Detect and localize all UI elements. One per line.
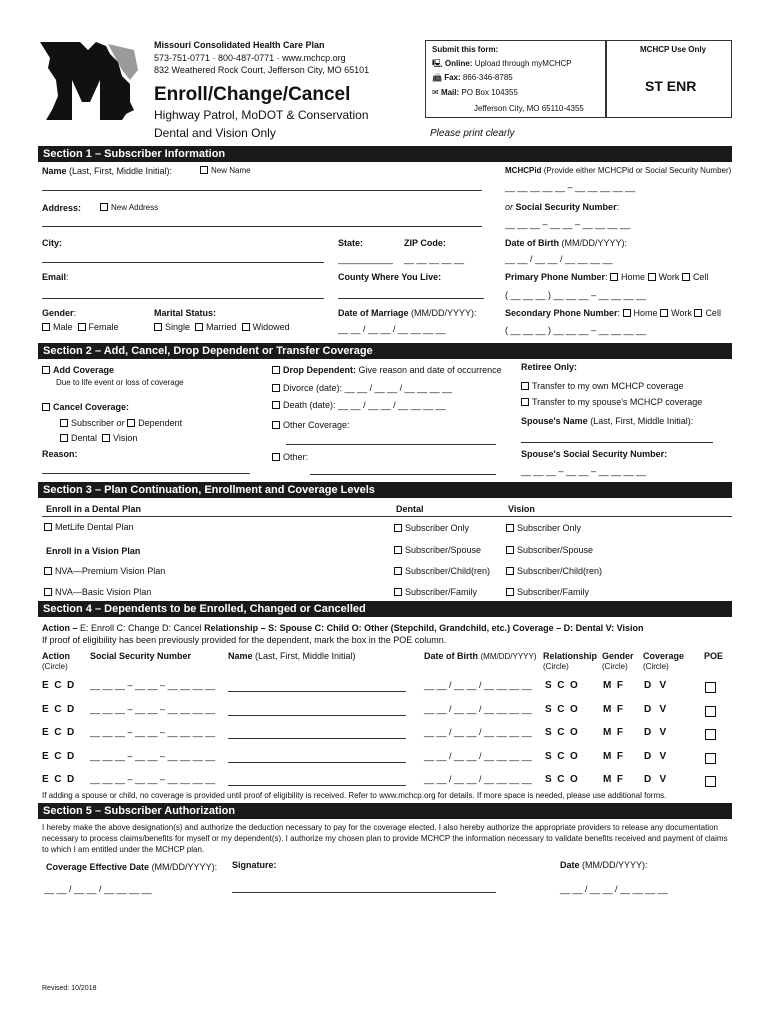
row-coverage-options[interactable]: D V [644, 750, 667, 762]
male-checkbox[interactable] [42, 323, 50, 331]
fax-icon: 📠 [432, 73, 442, 82]
col-coverage-circle: (Circle) [643, 662, 669, 671]
county-label: County Where You Live: [338, 272, 442, 282]
mchcpid-label: MCHCPid (Provide either MCHCPid or Social Security Number) [505, 166, 732, 175]
effective-date-label: Coverage Effective Date (MM/DD/YYYY): [46, 862, 218, 872]
org-address: 832 Weathered Rock Court, Jefferson City, MO 65101 [154, 65, 370, 75]
primary-phone-label: Primary Phone Number: Home Work Cell [505, 272, 709, 282]
row-name-field[interactable] [228, 715, 406, 716]
name-field[interactable] [42, 190, 482, 191]
row-dob-field[interactable]: __ __ / __ __ / __ __ __ __ [424, 703, 532, 714]
section-2-header: Section 2 – Add, Cancel, Drop Dependent or Transfer Coverage [38, 343, 732, 359]
spouse-ssn-field[interactable]: __ __ __ – __ __ – __ __ __ __ [521, 466, 647, 476]
envelope-icon: ✉ [432, 88, 439, 97]
col-name: Name (Last, First, Middle Initial) [228, 651, 356, 661]
email-field[interactable] [42, 298, 324, 299]
dob-label: Date of Birth (MM/DD/YYYY): [505, 238, 628, 248]
contact-phones: 573-751-0771 · 800-487-0771 · www.mchcp.org [154, 53, 346, 63]
col-action: Action [42, 651, 70, 661]
row-relationship-options[interactable]: S C O [545, 727, 578, 738]
reason-label: Reason: [42, 449, 78, 459]
revision-date: Revised: 10/2018 [42, 985, 97, 992]
mchcp-logo [38, 40, 148, 122]
row-dob-field[interactable]: __ __ / __ __ / __ __ __ __ [424, 727, 532, 737]
date-label: Date (MM/DD/YYYY): [560, 860, 648, 870]
vision-level-subscriber-children[interactable]: Subscriber/Child(ren) [506, 566, 602, 576]
vision-column-heading: Vision [508, 504, 535, 514]
effective-date-field[interactable]: __ __ / __ __ / __ __ __ __ [44, 884, 152, 894]
secondary-phone-label: Secondary Phone Number: Home Work Cell [505, 308, 721, 318]
enroll-vision-heading: Enroll in a Vision Plan [46, 546, 141, 556]
single-checkbox[interactable] [154, 323, 162, 331]
row-name-field[interactable] [228, 738, 406, 739]
signature-field[interactable] [232, 892, 496, 893]
secondary-work-checkbox[interactable] [660, 309, 668, 317]
gender-options: Male Female [42, 322, 119, 332]
col-relationship: Relationship [543, 651, 598, 661]
row-name-field[interactable] [228, 762, 406, 763]
death-checkbox[interactable]: Death (date): __ __ / __ __ / __ __ __ __ [272, 400, 446, 410]
add-coverage-checkbox[interactable]: Add Coverage [42, 365, 114, 375]
vision-level-subscriber-family[interactable]: Subscriber/Family [506, 587, 589, 597]
cancel-vision-checkbox[interactable] [102, 434, 110, 442]
col-gender-circle: (Circle) [602, 662, 628, 671]
col-gender: Gender [602, 651, 634, 661]
row-coverage-options[interactable]: D V [644, 727, 667, 738]
row-action-options[interactable]: E C D [42, 727, 75, 738]
zip-field[interactable]: __ __ __ __ __ [404, 254, 465, 264]
married-checkbox[interactable] [195, 323, 203, 331]
ssn-label: or Social Security Number: [505, 202, 620, 212]
col-action-circle: (Circle) [42, 662, 68, 671]
row-coverage-options[interactable]: D V [644, 680, 667, 691]
submit-title: Submit this form: [432, 45, 499, 54]
city-field[interactable] [42, 262, 324, 263]
cancel-who-options: Subscriber or Dependent [60, 418, 182, 428]
marital-options: Single Married Widowed [154, 322, 290, 332]
enroll-dental-heading: Enroll in a Dental Plan [46, 504, 142, 514]
cancel-dependent-checkbox[interactable] [127, 419, 135, 427]
col-coverage: Coverage [643, 651, 685, 661]
office-use-label: MCHCP Use Only [640, 45, 707, 54]
row-relationship-options[interactable]: S C O [545, 750, 578, 762]
subtitle-agencies: Highway Patrol, MoDOT & Conservation [154, 108, 369, 122]
row-name-field[interactable] [228, 691, 406, 692]
nva-basic-checkbox[interactable]: NVA—Basic Vision Plan [44, 587, 151, 597]
other-checkbox[interactable]: Other: [272, 452, 308, 462]
primary-phone-field[interactable]: ( __ __ __ ) __ __ __ – __ __ __ __ [505, 290, 647, 300]
row-poe-checkbox[interactable] [705, 706, 716, 717]
dental-level-subscriber-only[interactable]: Subscriber Only [394, 523, 469, 533]
row-gender-options[interactable]: M F [603, 680, 623, 691]
row-gender-options[interactable]: M F [603, 774, 623, 785]
vision-level-subscriber-only[interactable]: Subscriber Only [506, 523, 581, 533]
section-1-header: Section 1 – Subscriber Information [38, 146, 732, 162]
col-ssn: Social Security Number [90, 651, 192, 661]
dob-field[interactable]: __ __ / __ __ / __ __ __ __ [505, 254, 613, 264]
primary-work-checkbox[interactable] [648, 273, 656, 281]
row-ssn-field[interactable]: __ __ __ – __ __ – __ __ __ __ [90, 774, 216, 784]
section-5-header: Section 5 – Subscriber Authorization [38, 803, 732, 819]
row-poe-checkbox[interactable] [705, 682, 716, 693]
section-3-divider [42, 516, 732, 517]
other-coverage-field[interactable] [286, 444, 496, 445]
nva-premium-checkbox[interactable]: NVA—Premium Vision Plan [44, 566, 165, 576]
primary-home-checkbox[interactable] [610, 273, 618, 281]
dependents-footnote: If adding a spouse or child, no coverage is provided until proof of eligibility is received. Refer to www.mchcp.org for details. If more space is needed, please use additional forms. [42, 791, 667, 800]
state-field[interactable]: ___________ [338, 254, 394, 264]
spouse-name-field[interactable] [521, 442, 713, 443]
secondary-phone-field[interactable]: ( __ __ __ ) __ __ __ – __ __ __ __ [505, 325, 647, 335]
vision-level-subscriber-spouse[interactable]: Subscriber/Spouse [506, 545, 593, 555]
section-3-header: Section 3 – Plan Continuation, Enrollment and Coverage Levels [38, 482, 732, 498]
email-label: Email: [42, 272, 69, 282]
section-4-header: Section 4 – Dependents to be Enrolled, Changed or Cancelled [38, 601, 732, 617]
drop-dependent-checkbox[interactable]: Drop Dependent: Give reason and date of occurrence [272, 365, 502, 375]
ssn-field[interactable]: __ __ __ – __ __ – __ __ __ __ [505, 219, 631, 229]
signature-label: Signature: [232, 860, 277, 870]
transfer-spouse-checkbox[interactable]: Transfer to my spouse's MCHCP coverage [521, 397, 702, 407]
submit-mail-city: Jefferson City, MO 65110-4355 [474, 104, 584, 113]
name-label: Name (Last, First, Middle Initial): [42, 166, 173, 176]
authorization-text: I hereby make the above designation(s) and authorize the deduction necessary to pay for the coverage elected. I also hereby authorize the appropriate providers to release any documentation necessary to process claims/benefits for myself or my dependent(s). I authorize my chosen plan to provide MCHCP the information necessary to validate benefits received and payment of claims to which I am entitled under the MCHCP plan. [42, 823, 728, 854]
print-clearly-note: Please print clearly [430, 128, 515, 139]
section-4-legend: Action – E: Enroll C: Change D: Cancel Relationship – S: Spouse C: Child O: Other (Stepchild, Grandchild, etc.) Coverage – D: Dental V: Vision [42, 623, 644, 633]
office-use-code: ST ENR [645, 78, 697, 94]
primary-cell-checkbox[interactable] [682, 273, 690, 281]
new-name-checkbox[interactable]: New Name [200, 166, 251, 175]
row-gender-options[interactable]: M F [603, 727, 623, 738]
city-label: City: [42, 238, 62, 248]
row-action-options[interactable]: E C D [42, 703, 75, 715]
page-title: Enroll/Change/Cancel [154, 84, 351, 105]
cancel-coverage-checkbox[interactable]: Cancel Coverage: [42, 402, 129, 412]
row-coverage-options[interactable]: D V [644, 703, 667, 715]
address-label: Address: [42, 203, 82, 213]
mchcpid-field[interactable]: __ __ __ __ __ – __ __ __ __ __ [505, 182, 636, 192]
row-name-field[interactable] [228, 785, 406, 786]
row-dob-field[interactable]: __ __ / __ __ / __ __ __ __ [424, 750, 532, 761]
submit-online: 🖳 Online: Upload through myMCHCP [432, 59, 572, 68]
row-poe-checkbox[interactable] [705, 776, 716, 787]
secondary-cell-checkbox[interactable] [694, 309, 702, 317]
spouse-name-label: Spouse's Name (Last, First, Middle Initial): [521, 416, 694, 426]
poe-instruction: If proof of eligibility has been previously provided for the dependent, mark the box in the POE column. [42, 635, 447, 645]
address-field[interactable] [42, 226, 482, 227]
metlife-checkbox[interactable]: MetLife Dental Plan [44, 522, 134, 532]
row-ssn-field[interactable]: __ __ __ – __ __ – __ __ __ __ [90, 703, 216, 714]
zip-label: ZIP Code: [404, 238, 446, 248]
submit-fax: 📠 Fax: 866-346-8785 [432, 73, 513, 82]
cancel-dental-checkbox[interactable] [60, 434, 68, 442]
col-dob: Date of Birth (MM/DD/YYYY) [424, 651, 537, 661]
row-relationship-options[interactable]: S C O [545, 703, 578, 715]
spouse-ssn-label: Spouse's Social Security Number: [521, 449, 668, 459]
submit-mail: ✉ Mail: PO Box 104355 [432, 88, 518, 97]
cancel-plan-options: Dental Vision [60, 433, 137, 443]
add-coverage-note: Due to life event or loss of coverage [56, 378, 184, 387]
row-coverage-options[interactable]: D V [644, 774, 667, 785]
other-field[interactable] [310, 474, 496, 475]
col-relationship-circle: (Circle) [543, 662, 569, 671]
org-name: Missouri Consolidated Health Care Plan [154, 40, 325, 50]
row-action-options[interactable]: E C D [42, 750, 75, 762]
county-field[interactable] [338, 298, 484, 299]
dental-level-subscriber-family[interactable]: Subscriber/Family [394, 587, 477, 597]
dental-level-subscriber-children[interactable]: Subscriber/Child(ren) [394, 566, 490, 576]
marital-label: Marital Status: [154, 308, 217, 318]
row-action-options[interactable]: E C D [42, 774, 75, 785]
widowed-checkbox[interactable] [242, 323, 250, 331]
cancel-subscriber-checkbox[interactable] [60, 419, 68, 427]
row-ssn-field[interactable]: __ __ __ – __ __ – __ __ __ __ [90, 680, 216, 690]
col-poe: POE [704, 651, 724, 661]
date-field[interactable]: __ __ / __ __ / __ __ __ __ [560, 884, 668, 894]
row-dob-field[interactable]: __ __ / __ __ / __ __ __ __ [424, 680, 532, 690]
marriage-date-label: Date of Marriage (MM/DD/YYYY): [338, 308, 477, 318]
row-poe-checkbox[interactable] [705, 729, 716, 740]
computer-icon: 🖳 [432, 59, 443, 68]
new-address-checkbox[interactable]: New Address [100, 203, 158, 212]
dental-level-subscriber-spouse[interactable]: Subscriber/Spouse [394, 545, 481, 555]
row-ssn-field[interactable]: __ __ __ – __ __ – __ __ __ __ [90, 750, 216, 761]
state-label: State: [338, 238, 364, 248]
dental-column-heading: Dental [396, 504, 424, 514]
secondary-home-checkbox[interactable] [623, 309, 631, 317]
reason-field[interactable] [42, 473, 250, 474]
row-dob-field[interactable]: __ __ / __ __ / __ __ __ __ [424, 774, 532, 784]
female-checkbox[interactable] [78, 323, 86, 331]
row-ssn-field[interactable]: __ __ __ – __ __ – __ __ __ __ [90, 727, 216, 737]
row-relationship-options[interactable]: S C O [545, 680, 578, 691]
divorce-checkbox[interactable]: Divorce (date): __ __ / __ __ / __ __ __ __ [272, 383, 452, 393]
row-gender-options[interactable]: M F [603, 750, 623, 762]
row-gender-options[interactable]: M F [603, 703, 623, 715]
other-coverage-checkbox[interactable]: Other Coverage: [272, 420, 350, 430]
transfer-own-checkbox[interactable]: Transfer to my own MCHCP coverage [521, 381, 684, 391]
subtitle-plans: Dental and Vision Only [154, 126, 276, 140]
marriage-date-field[interactable]: __ __ / __ __ / __ __ __ __ [338, 324, 446, 334]
gender-label: Gender: [42, 308, 77, 318]
retiree-label: Retiree Only: [521, 362, 578, 372]
row-relationship-options[interactable]: S C O [545, 774, 578, 785]
row-action-options[interactable]: E C D [42, 680, 75, 691]
row-poe-checkbox[interactable] [705, 753, 716, 764]
